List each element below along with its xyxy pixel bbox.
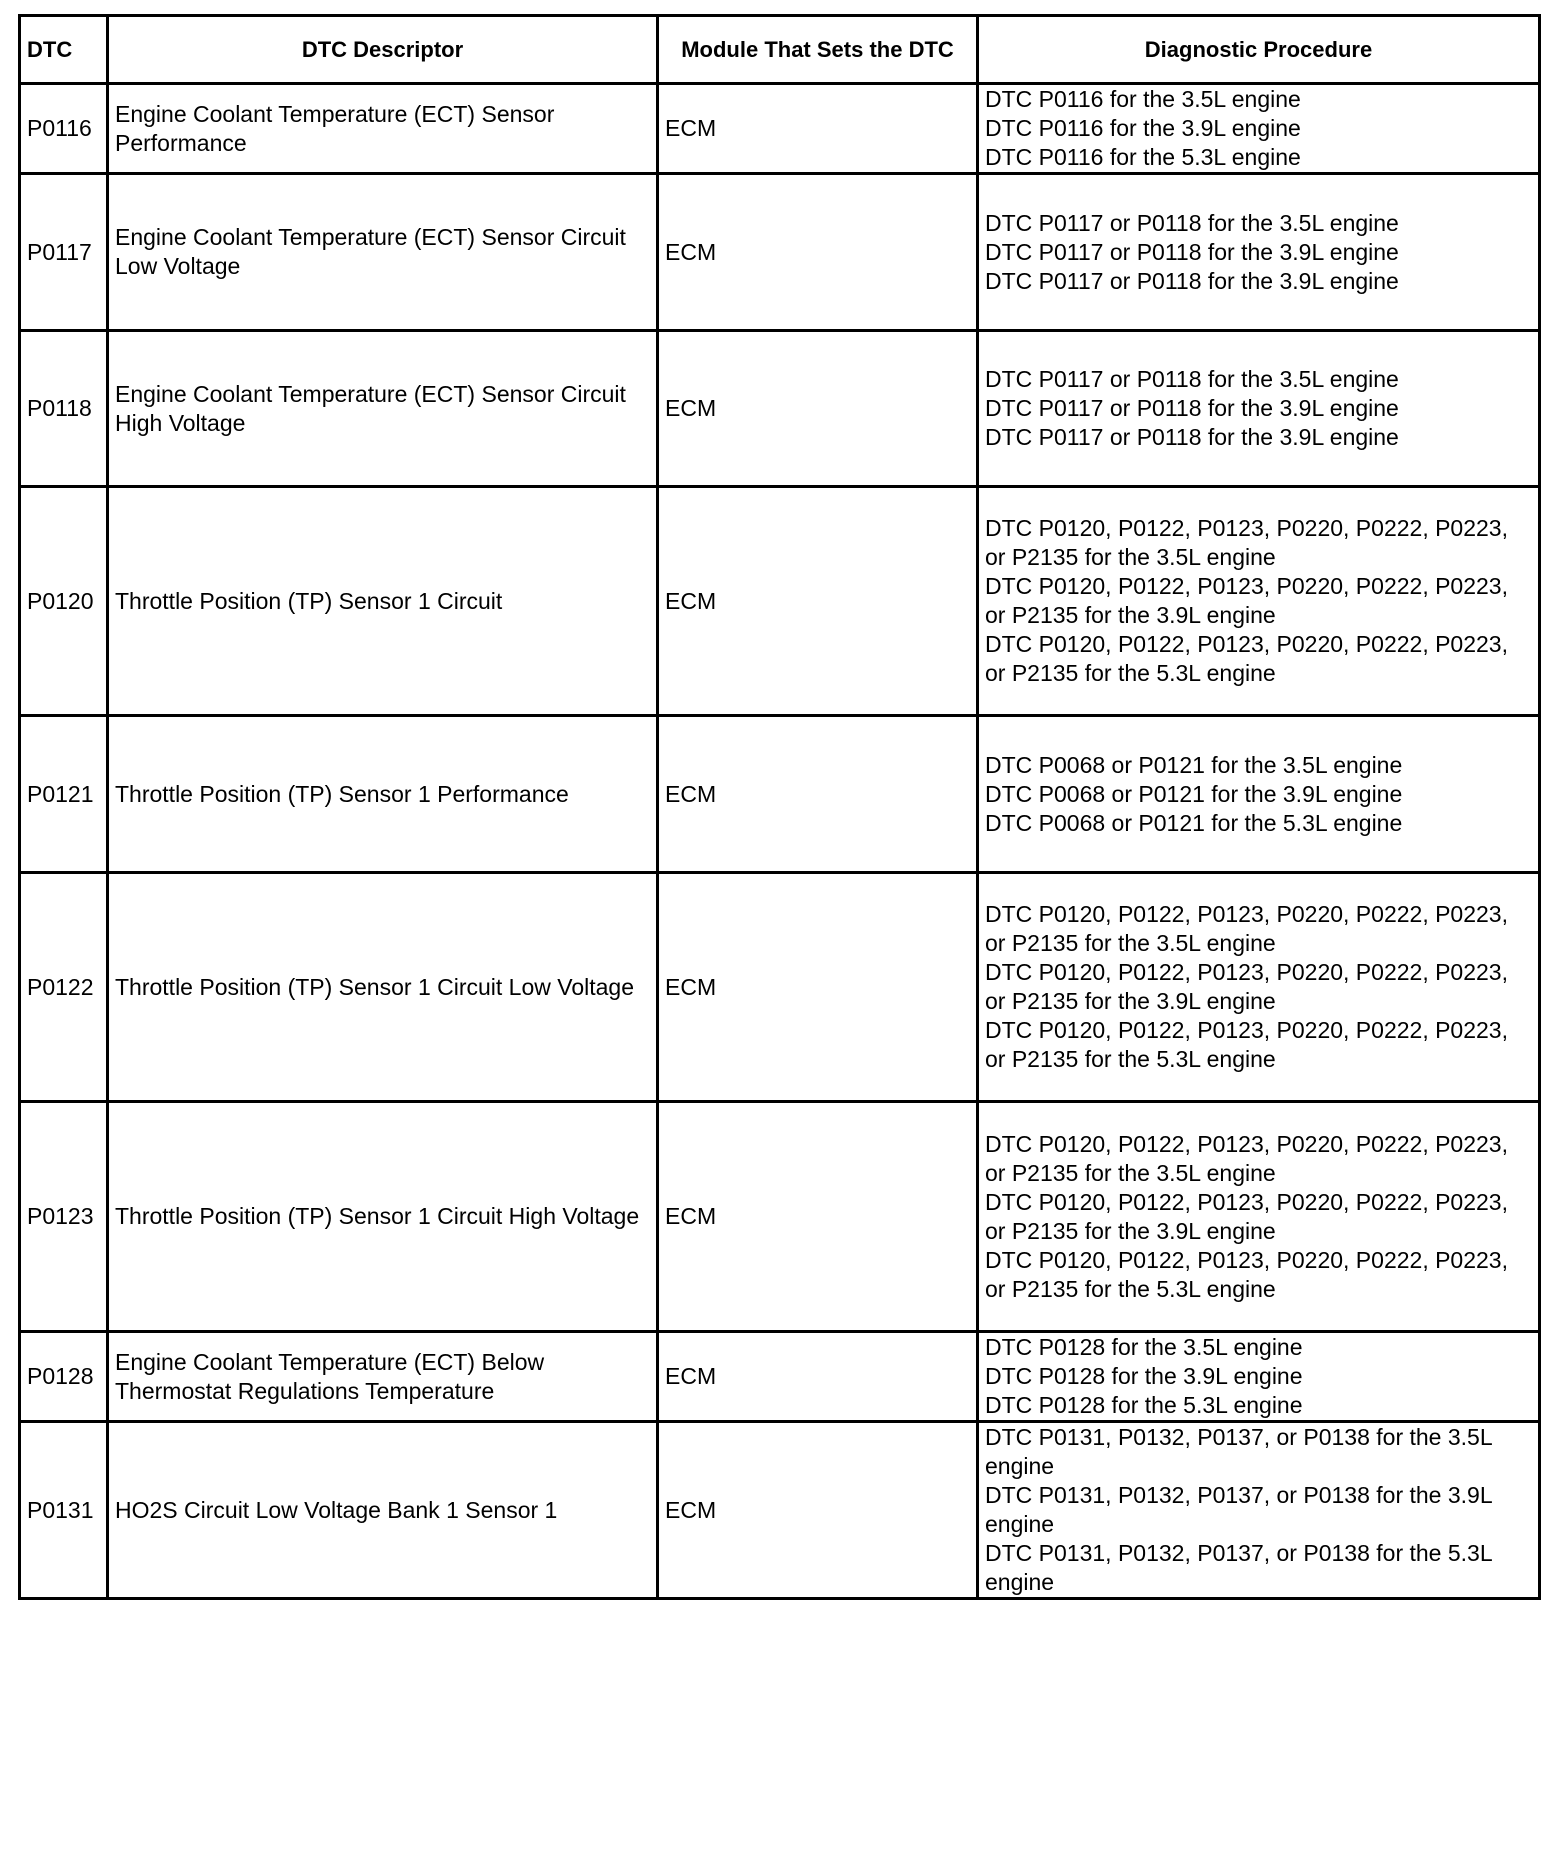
diagnostic-procedure-cell <box>978 331 1540 487</box>
procedure-link[interactable]: DTC P0131, P0132, P0137, or P0138 for the 3.5L engine <box>985 1424 1492 1479</box>
procedure-link[interactable]: DTC P0117 or P0118 for the 3.5L engine <box>985 366 1399 392</box>
procedure-link[interactable]: DTC P0128 for the 5.3L engine <box>985 1392 1303 1418</box>
dtc-descriptor-cell: Engine Coolant Temperature (ECT) Below Thermostat Regulations Temperature <box>108 1332 658 1422</box>
procedure-link[interactable]: DTC P0068 or P0121 for the 3.5L engine <box>985 751 1403 778</box>
dtc-descriptor-cell: Engine Coolant Temperature (ECT) Sensor Circuit High Voltage <box>108 331 658 487</box>
table-row <box>20 716 1540 873</box>
procedure-link[interactable]: DTC P0068 or P0121 for the 3.9L engine <box>985 780 1403 807</box>
dtc-descriptor-cell: Throttle Position (TP) Sensor 1 Circuit Low Voltage <box>108 873 658 1102</box>
procedure-link[interactable]: DTC P0120, P0122, P0123, P0220, P0222, P0223, or P2135 for the 3.5L engine <box>985 515 1508 570</box>
dtc-descriptor-cell: Engine Coolant Temperature (ECT) Sensor Circuit Low Voltage <box>108 174 658 331</box>
table-row <box>20 1102 1540 1332</box>
module-cell: ECM <box>658 873 978 1102</box>
dtc-table <box>18 14 1541 1600</box>
diagnostic-procedure-cell <box>978 716 1540 873</box>
procedure-link[interactable]: DTC P0120, P0122, P0123, P0220, P0222, P0223, or P2135 for the 3.9L engine <box>985 959 1508 1014</box>
diagnostic-procedure-cell <box>978 1422 1540 1599</box>
procedure-link[interactable]: DTC P0120, P0122, P0123, P0220, P0222, P0223, or P2135 for the 3.9L engine <box>985 1188 1508 1244</box>
diagnostic-procedure-cell <box>978 487 1540 716</box>
procedure-link[interactable]: DTC P0116 for the 5.3L engine <box>985 144 1301 170</box>
procedure-link[interactable]: DTC P0120, P0122, P0123, P0220, P0222, P0223, or P2135 for the 5.3L engine <box>985 631 1508 686</box>
dtc-code-cell: P0118 <box>20 331 108 487</box>
dtc-descriptor-cell: HO2S Circuit Low Voltage Bank 1 Sensor 1 <box>108 1422 658 1599</box>
module-cell: ECM <box>658 84 978 174</box>
table-row <box>20 1422 1540 1599</box>
dtc-code-cell: P0117 <box>20 174 108 331</box>
procedure-link[interactable]: DTC P0120, P0122, P0123, P0220, P0222, P0223, or P2135 for the 5.3L engine <box>985 1017 1508 1072</box>
dtc-descriptor-cell: Throttle Position (TP) Sensor 1 Circuit <box>108 487 658 716</box>
procedure-link[interactable]: DTC P0116 for the 3.5L engine <box>985 86 1301 112</box>
table-row <box>20 873 1540 1102</box>
procedure-link[interactable]: DTC P0120, P0122, P0123, P0220, P0222, P0223, or P2135 for the 3.5L engine <box>985 1130 1508 1186</box>
diagnostic-procedure-cell <box>978 1332 1540 1422</box>
table-row <box>20 84 1540 174</box>
dtc-descriptor-cell: Throttle Position (TP) Sensor 1 Performance <box>108 716 658 873</box>
procedure-link[interactable]: DTC P0128 for the 3.5L engine <box>985 1334 1303 1360</box>
header-module: Module That Sets the DTC <box>658 16 978 84</box>
header-dtc: DTC <box>20 16 108 84</box>
table-body <box>20 84 1540 1599</box>
diagnostic-procedure-cell <box>978 873 1540 1102</box>
diagnostic-procedure-cell <box>978 84 1540 174</box>
dtc-code-cell: P0116 <box>20 84 108 174</box>
procedure-link[interactable]: DTC P0117 or P0118 for the 3.9L engine <box>985 424 1399 450</box>
dtc-code-cell: P0128 <box>20 1332 108 1422</box>
module-cell: ECM <box>658 1422 978 1599</box>
procedure-link[interactable]: DTC P0117 or P0118 for the 3.9L engine <box>985 267 1399 294</box>
table-row <box>20 1332 1540 1422</box>
procedure-link[interactable]: DTC P0117 or P0118 for the 3.5L engine <box>985 209 1399 236</box>
procedure-link[interactable]: DTC P0131, P0132, P0137, or P0138 for the 5.3L engine <box>985 1540 1492 1595</box>
procedure-link[interactable]: DTC P0117 or P0118 for the 3.9L engine <box>985 395 1399 421</box>
diagnostic-procedure-cell <box>978 174 1540 331</box>
module-cell: ECM <box>658 331 978 487</box>
table-header-row <box>20 16 1540 84</box>
module-cell: ECM <box>658 716 978 873</box>
dtc-code-cell: P0131 <box>20 1422 108 1599</box>
procedure-link[interactable]: DTC P0120, P0122, P0123, P0220, P0222, P0223, or P2135 for the 3.5L engine <box>985 901 1508 956</box>
procedure-link[interactable]: DTC P0120, P0122, P0123, P0220, P0222, P0223, or P2135 for the 5.3L engine <box>985 1246 1508 1302</box>
dtc-descriptor-cell: Throttle Position (TP) Sensor 1 Circuit High Voltage <box>108 1102 658 1332</box>
table-row <box>20 331 1540 487</box>
diagnostic-procedure-cell <box>978 1102 1540 1332</box>
procedure-link[interactable]: DTC P0068 or P0121 for the 5.3L engine <box>985 809 1403 836</box>
dtc-code-cell: P0121 <box>20 716 108 873</box>
procedure-link[interactable]: DTC P0116 for the 3.9L engine <box>985 115 1301 141</box>
module-cell: ECM <box>658 174 978 331</box>
header-procedure: Diagnostic Procedure <box>978 16 1540 84</box>
procedure-link[interactable]: DTC P0128 for the 3.9L engine <box>985 1363 1303 1389</box>
procedure-link[interactable]: DTC P0120, P0122, P0123, P0220, P0222, P0223, or P2135 for the 3.9L engine <box>985 573 1508 628</box>
dtc-descriptor-cell: Engine Coolant Temperature (ECT) Sensor Performance <box>108 84 658 174</box>
table-row <box>20 487 1540 716</box>
procedure-link[interactable]: DTC P0117 or P0118 for the 3.9L engine <box>985 238 1399 265</box>
module-cell: ECM <box>658 1332 978 1422</box>
procedure-link[interactable]: DTC P0131, P0132, P0137, or P0138 for the 3.9L engine <box>985 1482 1492 1537</box>
dtc-code-cell: P0120 <box>20 487 108 716</box>
header-descriptor: DTC Descriptor <box>108 16 658 84</box>
table-row <box>20 174 1540 331</box>
dtc-code-cell: P0122 <box>20 873 108 1102</box>
module-cell: ECM <box>658 1102 978 1332</box>
module-cell: ECM <box>658 487 978 716</box>
dtc-code-cell: P0123 <box>20 1102 108 1332</box>
